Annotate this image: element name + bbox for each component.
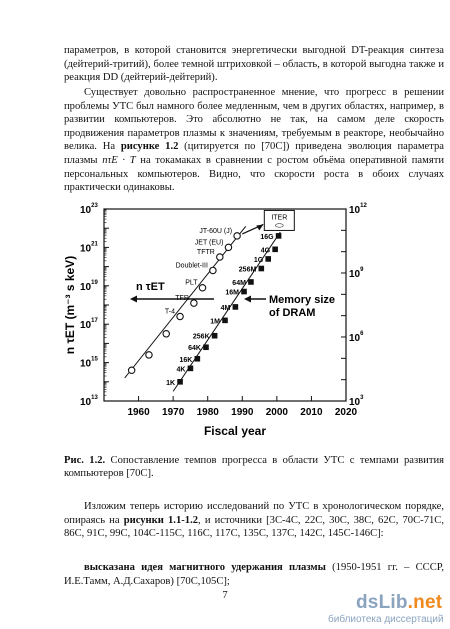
dram-point: [188, 366, 194, 372]
dram-point: [276, 233, 282, 239]
dram-point: [265, 256, 271, 262]
point-label: ITER: [271, 214, 288, 222]
paragraph-3-text-b: , и источники [3С-4С, 22С, 30С, 38С, 62С, 70С-71С, 86С, 91С, 99С, 104С-115С, 116С, 117С, 135С, 137С, 142С, 145С-146С]:: [64, 514, 445, 540]
annotation-fusion: n τET: [136, 281, 165, 293]
point-label: Doublet-III: [175, 262, 208, 270]
paragraph-2-text-a: Существует довольно распространенное мнение, что прогресс в решении проблемы УТС был намного более медленным, чем в других областях, например, в развитии компьютеров. Это абсолютно не так, на самом деле скорость продвижения параметров плазмы к значениям, требуемым в реакторе, необычайно велика. На: [64, 87, 444, 153]
fusion-point: [128, 367, 134, 373]
point-label: 1K: [166, 379, 176, 387]
paragraph-1-text: параметров, в которой становится энергетически выгодной DT-реакция синтеза (дейтерий-тритий), более темной штриховкой – область, в которой выгодна также и реакция DD (дейтерий-дейтерий).: [64, 45, 444, 84]
watermark-logo-a: dsLib: [356, 592, 408, 613]
dram-point: [241, 289, 247, 295]
x-tick-label: 2000: [265, 407, 288, 418]
paragraph-3: [64, 500, 444, 541]
point-label: TFTR: [196, 249, 215, 256]
figures-reference: рисунки 1.1-1.2: [123, 514, 199, 526]
dram-point: [195, 356, 201, 362]
point-label: 16M: [225, 289, 240, 297]
fusion-point: [217, 254, 223, 260]
point-label: 1M: [210, 318, 220, 326]
fusion-point: [225, 244, 231, 250]
fusion-point: [199, 285, 205, 291]
progress-chart: [64, 195, 434, 447]
y-left-tick-label: $10^{13}$: [80, 395, 98, 408]
page-number: 7: [222, 590, 228, 601]
point-label: 16G: [260, 233, 274, 241]
formula-n-tau-t: nτE · T: [102, 154, 136, 166]
dram-point: [259, 266, 265, 272]
caption-text: Сопоставление темпов прогресса в области УТС с темпами развития компьютеров [70С].: [64, 455, 444, 480]
dram-point: [222, 318, 228, 324]
annotation-arrow-fusion-head: [130, 296, 137, 303]
dram-point: [272, 247, 278, 253]
x-tick-label: 1980: [196, 407, 219, 418]
dram-point: [177, 379, 183, 385]
watermark-subtitle: библиотека диссертаций: [328, 614, 444, 625]
y-left-tick-label: $10^{23}$: [80, 203, 98, 216]
point-label: 1G: [253, 256, 264, 264]
point-label: T-4: [164, 308, 176, 316]
point-label: JT-60U (J): [199, 227, 233, 235]
watermark-logo: [356, 592, 442, 614]
x-tick-label: 1990: [231, 407, 254, 418]
point-label: 4G: [260, 247, 271, 255]
point-label: 64M: [232, 279, 246, 287]
fusion-point: [191, 300, 197, 306]
point-label: 64K: [188, 345, 201, 353]
paragraph-4: [64, 561, 444, 588]
paragraph-2: [64, 86, 444, 195]
fusion-point: [210, 267, 216, 273]
fusion-point: [146, 352, 152, 358]
dram-point: [248, 279, 254, 285]
point-label: 4K: [176, 366, 186, 374]
point-label: 4M: [220, 304, 231, 312]
watermark: [328, 592, 446, 626]
point-label: 256K: [192, 333, 210, 341]
paragraph-2-text-b: (цитируется по [70С]) приведена эволюция параметра плазмы: [64, 141, 444, 166]
point-label: PLT: [185, 279, 198, 287]
x-tick-label: 2010: [300, 407, 323, 418]
y-left-tick-label: $10^{19}$: [80, 279, 98, 293]
x-tick-label: 1960: [127, 407, 150, 418]
dram-point: [233, 304, 239, 310]
y-right-tick-label: $10^{12}$: [349, 203, 367, 216]
fusion-point: [177, 313, 183, 319]
figure-caption: [64, 454, 444, 481]
x-tick-label: 2020: [334, 407, 358, 418]
y-right-tick-label: $10^3$: [349, 395, 364, 408]
y-left-tick-label: $10^{21}$: [80, 241, 98, 255]
paragraph-2-text-c: на токамаках в сравнении с ростом объёма оперативной памяти персональных компьютеров. Видно, что скорости роста в обоих случаях практически одинаковы.: [64, 154, 444, 194]
figure-reference: рисунке 1.2: [120, 141, 179, 153]
y-left-tick-label: $10^{15}$: [80, 356, 98, 370]
y-axis-label: n τET (m⁻³ s keV): [64, 255, 77, 355]
point-label: TFR: [175, 295, 189, 303]
watermark-logo-b: .net: [407, 592, 443, 613]
fusion-point: [234, 233, 240, 239]
annotation-arrow-dram-head: [244, 296, 251, 303]
dram-point: [212, 333, 218, 339]
fusion-point: [163, 331, 169, 337]
annotation-dram: of DRAM: [269, 307, 316, 319]
dram-point: [203, 344, 209, 350]
point-label: 16K: [179, 356, 193, 364]
figure-1-2: [64, 195, 434, 447]
paragraph-3-text-a: Изложим теперь историю исследований по УТС в хронологическом порядке, опираясь на: [64, 501, 444, 526]
point-label: 256M: [238, 266, 257, 274]
chart-labels: [64, 203, 367, 438]
list-item-heading: высказана идея магнитного удержания плазмы: [84, 562, 326, 573]
list-item-text: (1950-1951 гг. – СССР, И.Е.Тамм, А.Д.Сахаров) [70С,105С];: [64, 562, 444, 587]
paragraph-1: [64, 44, 444, 85]
point-label: JET (EU): [194, 239, 224, 247]
y-right-tick-label: $10^9$: [349, 267, 364, 280]
caption-label: Рис. 1.2.: [64, 455, 106, 466]
x-tick-label: 1970: [162, 407, 185, 418]
annotation-memory: Memory size: [269, 294, 336, 306]
y-right-tick-label: $10^6$: [349, 331, 364, 344]
y-left-tick-label: $10^{17}$: [80, 318, 98, 332]
x-axis-label: Fiscal year: [203, 424, 267, 438]
